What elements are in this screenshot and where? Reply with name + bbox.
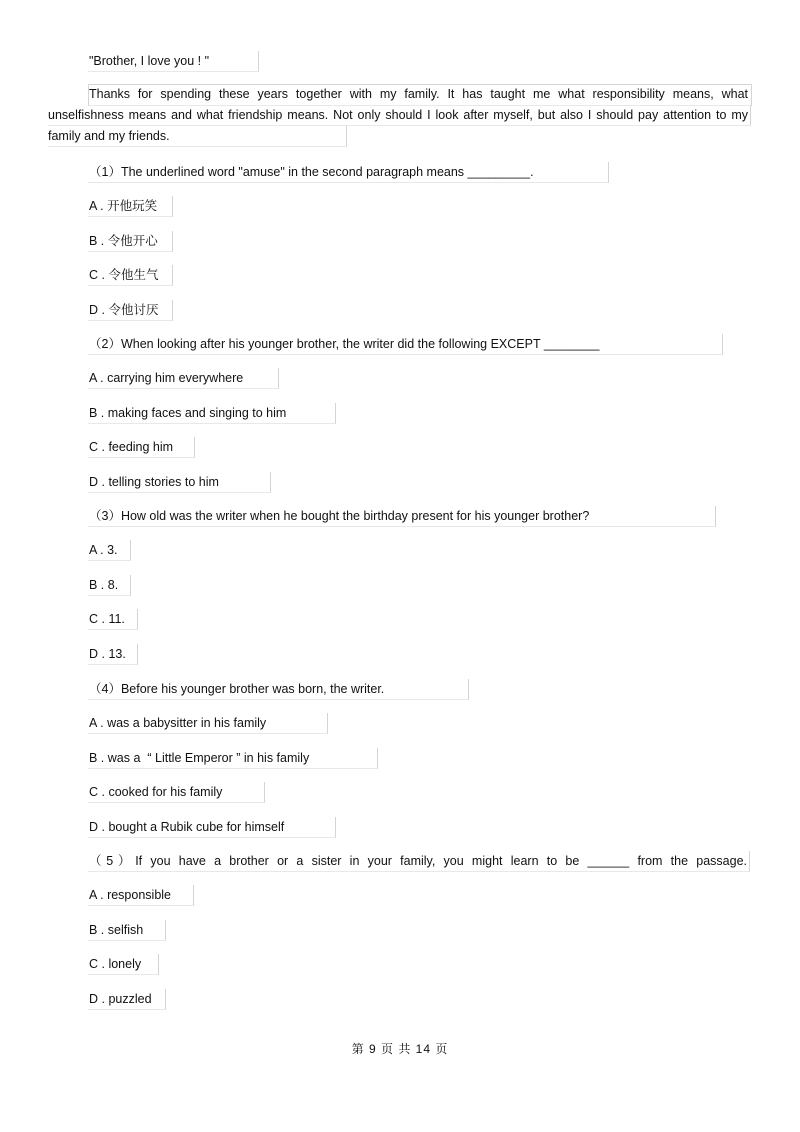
question-2-stem: （2）When looking after his younger brother, the writer did the following EXCEPT ________ — [89, 337, 600, 351]
question-4-option-d[interactable]: D . bought a Rubik cube for himself — [89, 820, 285, 834]
question-5-stem: （5）If you have a brother or a sister in your family, you might learn to be ______ from the passage. — [89, 854, 747, 868]
question-4-option-c[interactable]: C . cooked for his family — [89, 785, 223, 799]
question-3-option-b[interactable]: B . 8. — [89, 578, 119, 592]
question-3-stem: （3）How old was the writer when he bought the birthday present for his younger brother? — [89, 509, 590, 523]
question-5-option-c[interactable]: C . lonely — [89, 957, 142, 971]
question-3-option-c[interactable]: C . 11. — [89, 612, 125, 626]
question-3-option-d[interactable]: D . 13. — [89, 647, 126, 661]
question-5-option-d[interactable]: D . puzzled — [89, 992, 152, 1006]
question-3-option-a[interactable]: A . 3. — [89, 543, 118, 557]
question-1-option-a[interactable]: A . 开他玩笑 — [89, 199, 158, 213]
question-1-option-c[interactable]: C . 令他生气 — [89, 268, 159, 282]
question-1-option-d[interactable]: D . 令他讨厌 — [89, 303, 159, 317]
question-1-stem: （1）The underlined word "amuse" in the second paragraph means _________. — [89, 165, 534, 179]
question-2-option-d[interactable]: D . telling stories to him — [89, 475, 219, 489]
quote-line: "Brother, I love you ! " — [89, 54, 210, 68]
passage-paragraph: Thanks for spending these years together with my family. It has taught me what responsibility means, what unselfishness means and what friendship means. Not only should I look after myself, but also I should pay attention to my family and my friends. — [48, 87, 748, 143]
question-5-option-b[interactable]: B . selfish — [89, 923, 144, 937]
question-2-option-a[interactable]: A . carrying him everywhere — [89, 371, 244, 385]
question-4-option-b[interactable]: B . was a “ Little Emperor ” in his family — [89, 751, 310, 765]
question-1-option-b[interactable]: B . 令他开心 — [89, 234, 158, 248]
question-5-option-a[interactable]: A . responsible — [89, 888, 171, 902]
question-2-option-b[interactable]: B . making faces and singing to him — [89, 406, 287, 420]
question-2-option-c[interactable]: C . feeding him — [89, 440, 174, 454]
question-4-stem: （4）Before his younger brother was born, the writer. — [89, 682, 385, 696]
question-4-option-a[interactable]: A . was a babysitter in his family — [89, 716, 267, 730]
page-footer: 第 9 页 共 14 页 — [351, 1042, 449, 1056]
